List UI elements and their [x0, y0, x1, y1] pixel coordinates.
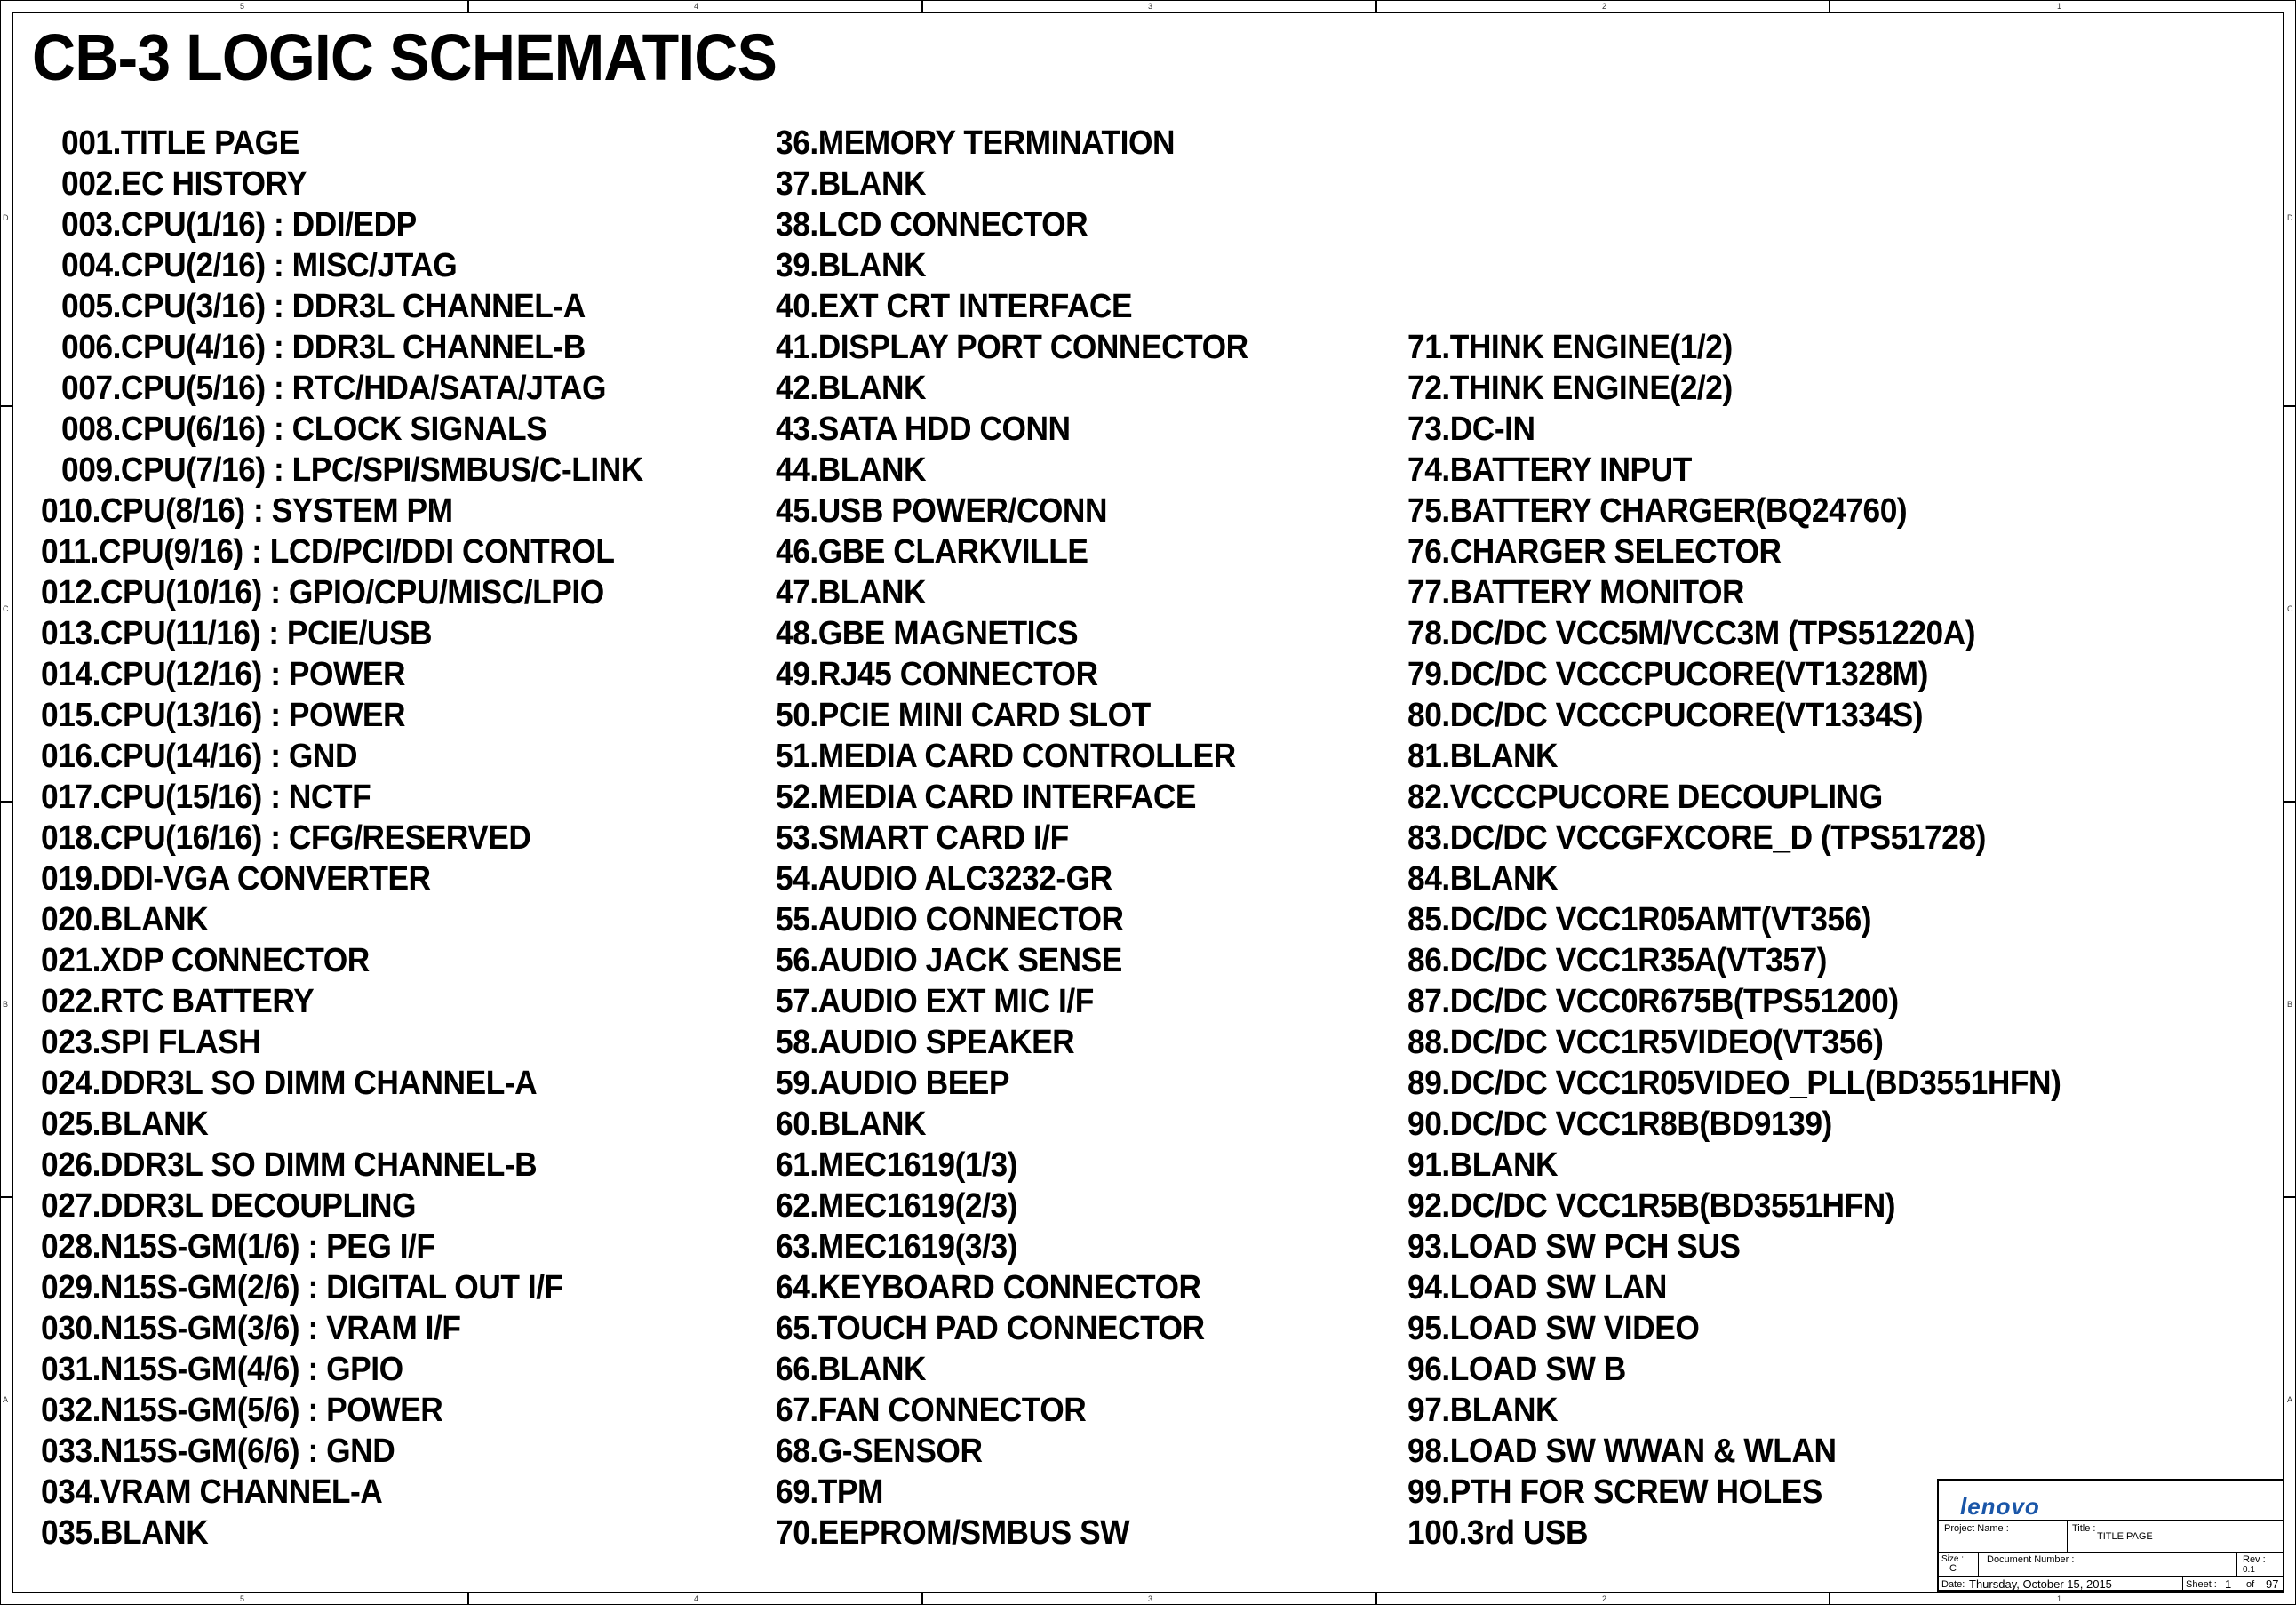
- index-column-2: [776, 123, 1284, 1553]
- index-entry: 67.FAN CONNECTOR: [776, 1392, 1087, 1429]
- index-entry: 012.CPU(10/16) : GPIO/CPU/MISC/LPIO: [41, 574, 604, 611]
- index-entry: 71.THINK ENGINE(1/2): [1407, 329, 1733, 366]
- index-entry: 034.VRAM CHANNEL-A: [41, 1473, 383, 1511]
- zone-row-label: D: [3, 213, 9, 222]
- index-entry: 005.CPU(3/16) : DDR3L CHANNEL-A: [61, 288, 586, 325]
- index-entry: 74.BATTERY INPUT: [1407, 451, 1692, 489]
- zone-column-label: 1: [2057, 2, 2062, 11]
- index-entry: 57.AUDIO EXT MIC I/F: [776, 983, 1094, 1020]
- index-entry: 015.CPU(13/16) : POWER: [41, 697, 406, 734]
- index-entry: 44.BLANK: [776, 451, 927, 489]
- index-entry: 010.CPU(8/16) : SYSTEM PM: [41, 492, 453, 530]
- index-entry: 89.DC/DC VCC1R05VIDEO_PLL(BD3551HFN): [1407, 1065, 2061, 1102]
- index-entry: 003.CPU(1/16) : DDI/EDP: [61, 206, 417, 244]
- index-entry: 58.AUDIO SPEAKER: [776, 1024, 1075, 1061]
- index-entry: 018.CPU(16/16) : CFG/RESERVED: [41, 819, 531, 857]
- index-entry: 004.CPU(2/16) : MISC/JTAG: [61, 247, 458, 284]
- index-entry: 38.LCD CONNECTOR: [776, 206, 1088, 244]
- zone-column-label: 5: [240, 2, 245, 11]
- index-entry: 42.BLANK: [776, 370, 927, 407]
- zone-divider: [921, 1593, 923, 1605]
- index-entry: 79.DC/DC VCCCPUCORE(VT1328M): [1407, 656, 1928, 693]
- index-entry: 031.N15S-GM(4/6) : GPIO: [41, 1351, 403, 1388]
- index-entry: 91.BLANK: [1407, 1146, 1559, 1184]
- index-entry: 86.DC/DC VCC1R35A(VT357): [1407, 942, 1827, 979]
- index-entry: 022.RTC BATTERY: [41, 983, 315, 1020]
- index-entry: 96.LOAD SW B: [1407, 1351, 1626, 1388]
- index-entry: 80.DC/DC VCCCPUCORE(VT1334S): [1407, 697, 1924, 734]
- index-entry: 73.DC-IN: [1407, 411, 1535, 448]
- index-entry: 54.AUDIO ALC3232-GR: [776, 860, 1112, 898]
- zone-divider: [921, 0, 923, 12]
- index-entry: 032.N15S-GM(5/6) : POWER: [41, 1392, 443, 1429]
- zone-divider: [0, 1196, 12, 1198]
- zone-row-label: C: [2287, 604, 2293, 613]
- index-entry: 033.N15S-GM(6/6) : GND: [41, 1433, 395, 1470]
- index-entry: 028.N15S-GM(1/6) : PEG I/F: [41, 1228, 435, 1266]
- zone-row-label: A: [3, 1395, 9, 1404]
- zone-divider: [2284, 1196, 2296, 1198]
- index-entry: 72.THINK ENGINE(2/2): [1407, 370, 1733, 407]
- index-entry: 009.CPU(7/16) : LPC/SPI/SMBUS/C-LINK: [61, 451, 643, 489]
- index-entry: 83.DC/DC VCCGFXCORE_D (TPS51728): [1407, 819, 1986, 857]
- index-entry: 46.GBE CLARKVILLE: [776, 533, 1088, 571]
- index-entry: 100.3rd USB: [1407, 1514, 1589, 1552]
- index-entry: 50.PCIE MINI CARD SLOT: [776, 697, 1151, 734]
- zone-column-label: 2: [1602, 1594, 1607, 1603]
- index-entry: 85.DC/DC VCC1R05AMT(VT356): [1407, 901, 1872, 938]
- index-entry: 024.DDR3L SO DIMM CHANNEL-A: [41, 1065, 538, 1102]
- index-entry: 84.BLANK: [1407, 860, 1559, 898]
- index-entry: 51.MEDIA CARD CONTROLLER: [776, 738, 1236, 775]
- index-entry: 56.AUDIO JACK SENSE: [776, 942, 1122, 979]
- sheet-number: 1: [2225, 1577, 2232, 1591]
- index-entry: 007.CPU(5/16) : RTC/HDA/SATA/JTAG: [61, 370, 607, 407]
- zone-row-label: A: [2287, 1395, 2293, 1404]
- index-entry: 97.BLANK: [1407, 1392, 1559, 1429]
- zone-divider: [1375, 1593, 1377, 1605]
- title-block: [1937, 1479, 2284, 1592]
- index-entry: 75.BATTERY CHARGER(BQ24760): [1407, 492, 1908, 530]
- index-entry: 90.DC/DC VCC1R8B(BD9139): [1407, 1106, 1832, 1143]
- index-entry: 92.DC/DC VCC1R5B(BD3551HFN): [1407, 1187, 1896, 1225]
- index-entry: 49.RJ45 CONNECTOR: [776, 656, 1098, 693]
- index-entry: 027.DDR3L DECOUPLING: [41, 1187, 417, 1225]
- index-entry: 59.AUDIO BEEP: [776, 1065, 1010, 1102]
- index-entry: 52.MEDIA CARD INTERFACE: [776, 779, 1196, 816]
- index-column-1: [41, 123, 687, 1553]
- zone-divider: [2284, 801, 2296, 802]
- index-entry: 62.MEC1619(2/3): [776, 1187, 1017, 1225]
- rev-label: Rev :: [2243, 1554, 2266, 1565]
- size-value: C: [1949, 1563, 1957, 1574]
- zone-column-label: 4: [694, 1594, 699, 1603]
- zone-row-label: B: [3, 1000, 9, 1009]
- index-entry: 021.XDP CONNECTOR: [41, 942, 370, 979]
- zone-divider: [1829, 0, 1830, 12]
- index-entry: 81.BLANK: [1407, 738, 1559, 775]
- rev-value: 0.1: [2243, 1565, 2255, 1575]
- zone-column-label: 3: [1148, 1594, 1153, 1603]
- zone-divider: [467, 1593, 469, 1605]
- index-entry: 94.LOAD SW LAN: [1407, 1269, 1667, 1306]
- index-entry: 88.DC/DC VCC1R5VIDEO(VT356): [1407, 1024, 1884, 1061]
- index-entry: 001.TITLE PAGE: [61, 124, 299, 162]
- total-sheets: 97: [2266, 1577, 2279, 1591]
- index-entry: 013.CPU(11/16) : PCIE/USB: [41, 615, 433, 652]
- index-entry: 68.G-SENSOR: [776, 1433, 983, 1470]
- index-entry: 029.N15S-GM(2/6) : DIGITAL OUT I/F: [41, 1269, 563, 1306]
- date-value: Thursday, October 15, 2015: [1969, 1577, 2112, 1591]
- zone-divider: [1829, 1593, 1830, 1605]
- index-entry: 82.VCCCPUCORE DECOUPLING: [1407, 779, 1883, 816]
- index-entry: 41.DISPLAY PORT CONNECTOR: [776, 329, 1248, 366]
- zone-column-label: 5: [240, 1594, 245, 1603]
- index-entry: 65.TOUCH PAD CONNECTOR: [776, 1310, 1205, 1347]
- lenovo-logo: lenovo: [1960, 1493, 2040, 1520]
- zone-divider: [0, 405, 12, 407]
- zone-divider: [467, 0, 469, 12]
- page-title: CB-3 LOGIC SCHEMATICS: [32, 20, 777, 94]
- index-entry: 47.BLANK: [776, 574, 927, 611]
- index-entry: 98.LOAD SW WWAN & WLAN: [1407, 1433, 1837, 1470]
- zone-column-label: 3: [1148, 2, 1153, 11]
- index-entry: 70.EEPROM/SMBUS SW: [776, 1514, 1130, 1552]
- zone-column-label: 1: [2057, 1594, 2062, 1603]
- index-entry: 026.DDR3L SO DIMM CHANNEL-B: [41, 1146, 538, 1184]
- zone-row-label: D: [2287, 213, 2293, 222]
- size-label: Size :: [1941, 1554, 1965, 1564]
- index-entry: 64.KEYBOARD CONNECTOR: [776, 1269, 1201, 1306]
- index-entry: 40.EXT CRT INTERFACE: [776, 288, 1133, 325]
- document-number-label: Document Number :: [1987, 1554, 2075, 1565]
- index-entry: 77.BATTERY MONITOR: [1407, 574, 1745, 611]
- index-entry: 006.CPU(4/16) : DDR3L CHANNEL-B: [61, 329, 586, 366]
- title-label: Title :: [2072, 1523, 2096, 1534]
- zone-column-label: 2: [1602, 2, 1607, 11]
- index-entry: 93.LOAD SW PCH SUS: [1407, 1228, 1741, 1266]
- sheet-label: Sheet :: [2186, 1579, 2217, 1590]
- of-label: of: [2246, 1579, 2255, 1590]
- zone-row-label: C: [3, 604, 9, 613]
- index-entry: 002.EC HISTORY: [61, 165, 307, 203]
- index-entry: 014.CPU(12/16) : POWER: [41, 656, 406, 693]
- index-entry: 60.BLANK: [776, 1106, 927, 1143]
- index-entry: 95.LOAD SW VIDEO: [1407, 1310, 1700, 1347]
- index-column-3: [1407, 327, 2110, 1553]
- index-entry: 55.AUDIO CONNECTOR: [776, 901, 1124, 938]
- index-entry: 020.BLANK: [41, 901, 209, 938]
- index-entry: 008.CPU(6/16) : CLOCK SIGNALS: [61, 411, 547, 448]
- index-entry: 017.CPU(15/16) : NCTF: [41, 779, 371, 816]
- index-entry: 48.GBE MAGNETICS: [776, 615, 1079, 652]
- index-entry: 016.CPU(14/16) : GND: [41, 738, 358, 775]
- index-entry: 023.SPI FLASH: [41, 1024, 261, 1061]
- index-entry: 36.MEMORY TERMINATION: [776, 124, 1176, 162]
- zone-divider: [2284, 405, 2296, 407]
- index-entry: 035.BLANK: [41, 1514, 209, 1552]
- index-entry: 63.MEC1619(3/3): [776, 1228, 1017, 1266]
- index-entry: 78.DC/DC VCC5M/VCC3M (TPS51220A): [1407, 615, 1976, 652]
- index-entry: 66.BLANK: [776, 1351, 927, 1388]
- zone-row-label: B: [2287, 1000, 2293, 1009]
- index-entry: 43.SATA HDD CONN: [776, 411, 1071, 448]
- index-entry: 39.BLANK: [776, 247, 927, 284]
- index-entry: 87.DC/DC VCC0R675B(TPS51200): [1407, 983, 1899, 1020]
- zone-divider: [1375, 0, 1377, 12]
- index-entry: 030.N15S-GM(3/6) : VRAM I/F: [41, 1310, 461, 1347]
- index-entry: 011.CPU(9/16) : LCD/PCI/DDI CONTROL: [41, 533, 615, 571]
- index-entry: 69.TPM: [776, 1473, 883, 1511]
- index-entry: 45.USB POWER/CONN: [776, 492, 1108, 530]
- project-name-label: Project Name :: [1944, 1523, 2009, 1534]
- title-value: TITLE PAGE: [2097, 1531, 2153, 1542]
- index-entry: 37.BLANK: [776, 165, 927, 203]
- date-label: Date:: [1941, 1579, 1965, 1590]
- index-entry: 76.CHARGER SELECTOR: [1407, 533, 1782, 571]
- index-entry: 019.DDI-VGA CONVERTER: [41, 860, 431, 898]
- zone-divider: [0, 801, 12, 802]
- index-entry: 99.PTH FOR SCREW HOLES: [1407, 1473, 1822, 1511]
- index-entry: 61.MEC1619(1/3): [776, 1146, 1017, 1184]
- zone-column-label: 4: [694, 2, 699, 11]
- index-entry: 53.SMART CARD I/F: [776, 819, 1069, 857]
- index-entry: 025.BLANK: [41, 1106, 209, 1143]
